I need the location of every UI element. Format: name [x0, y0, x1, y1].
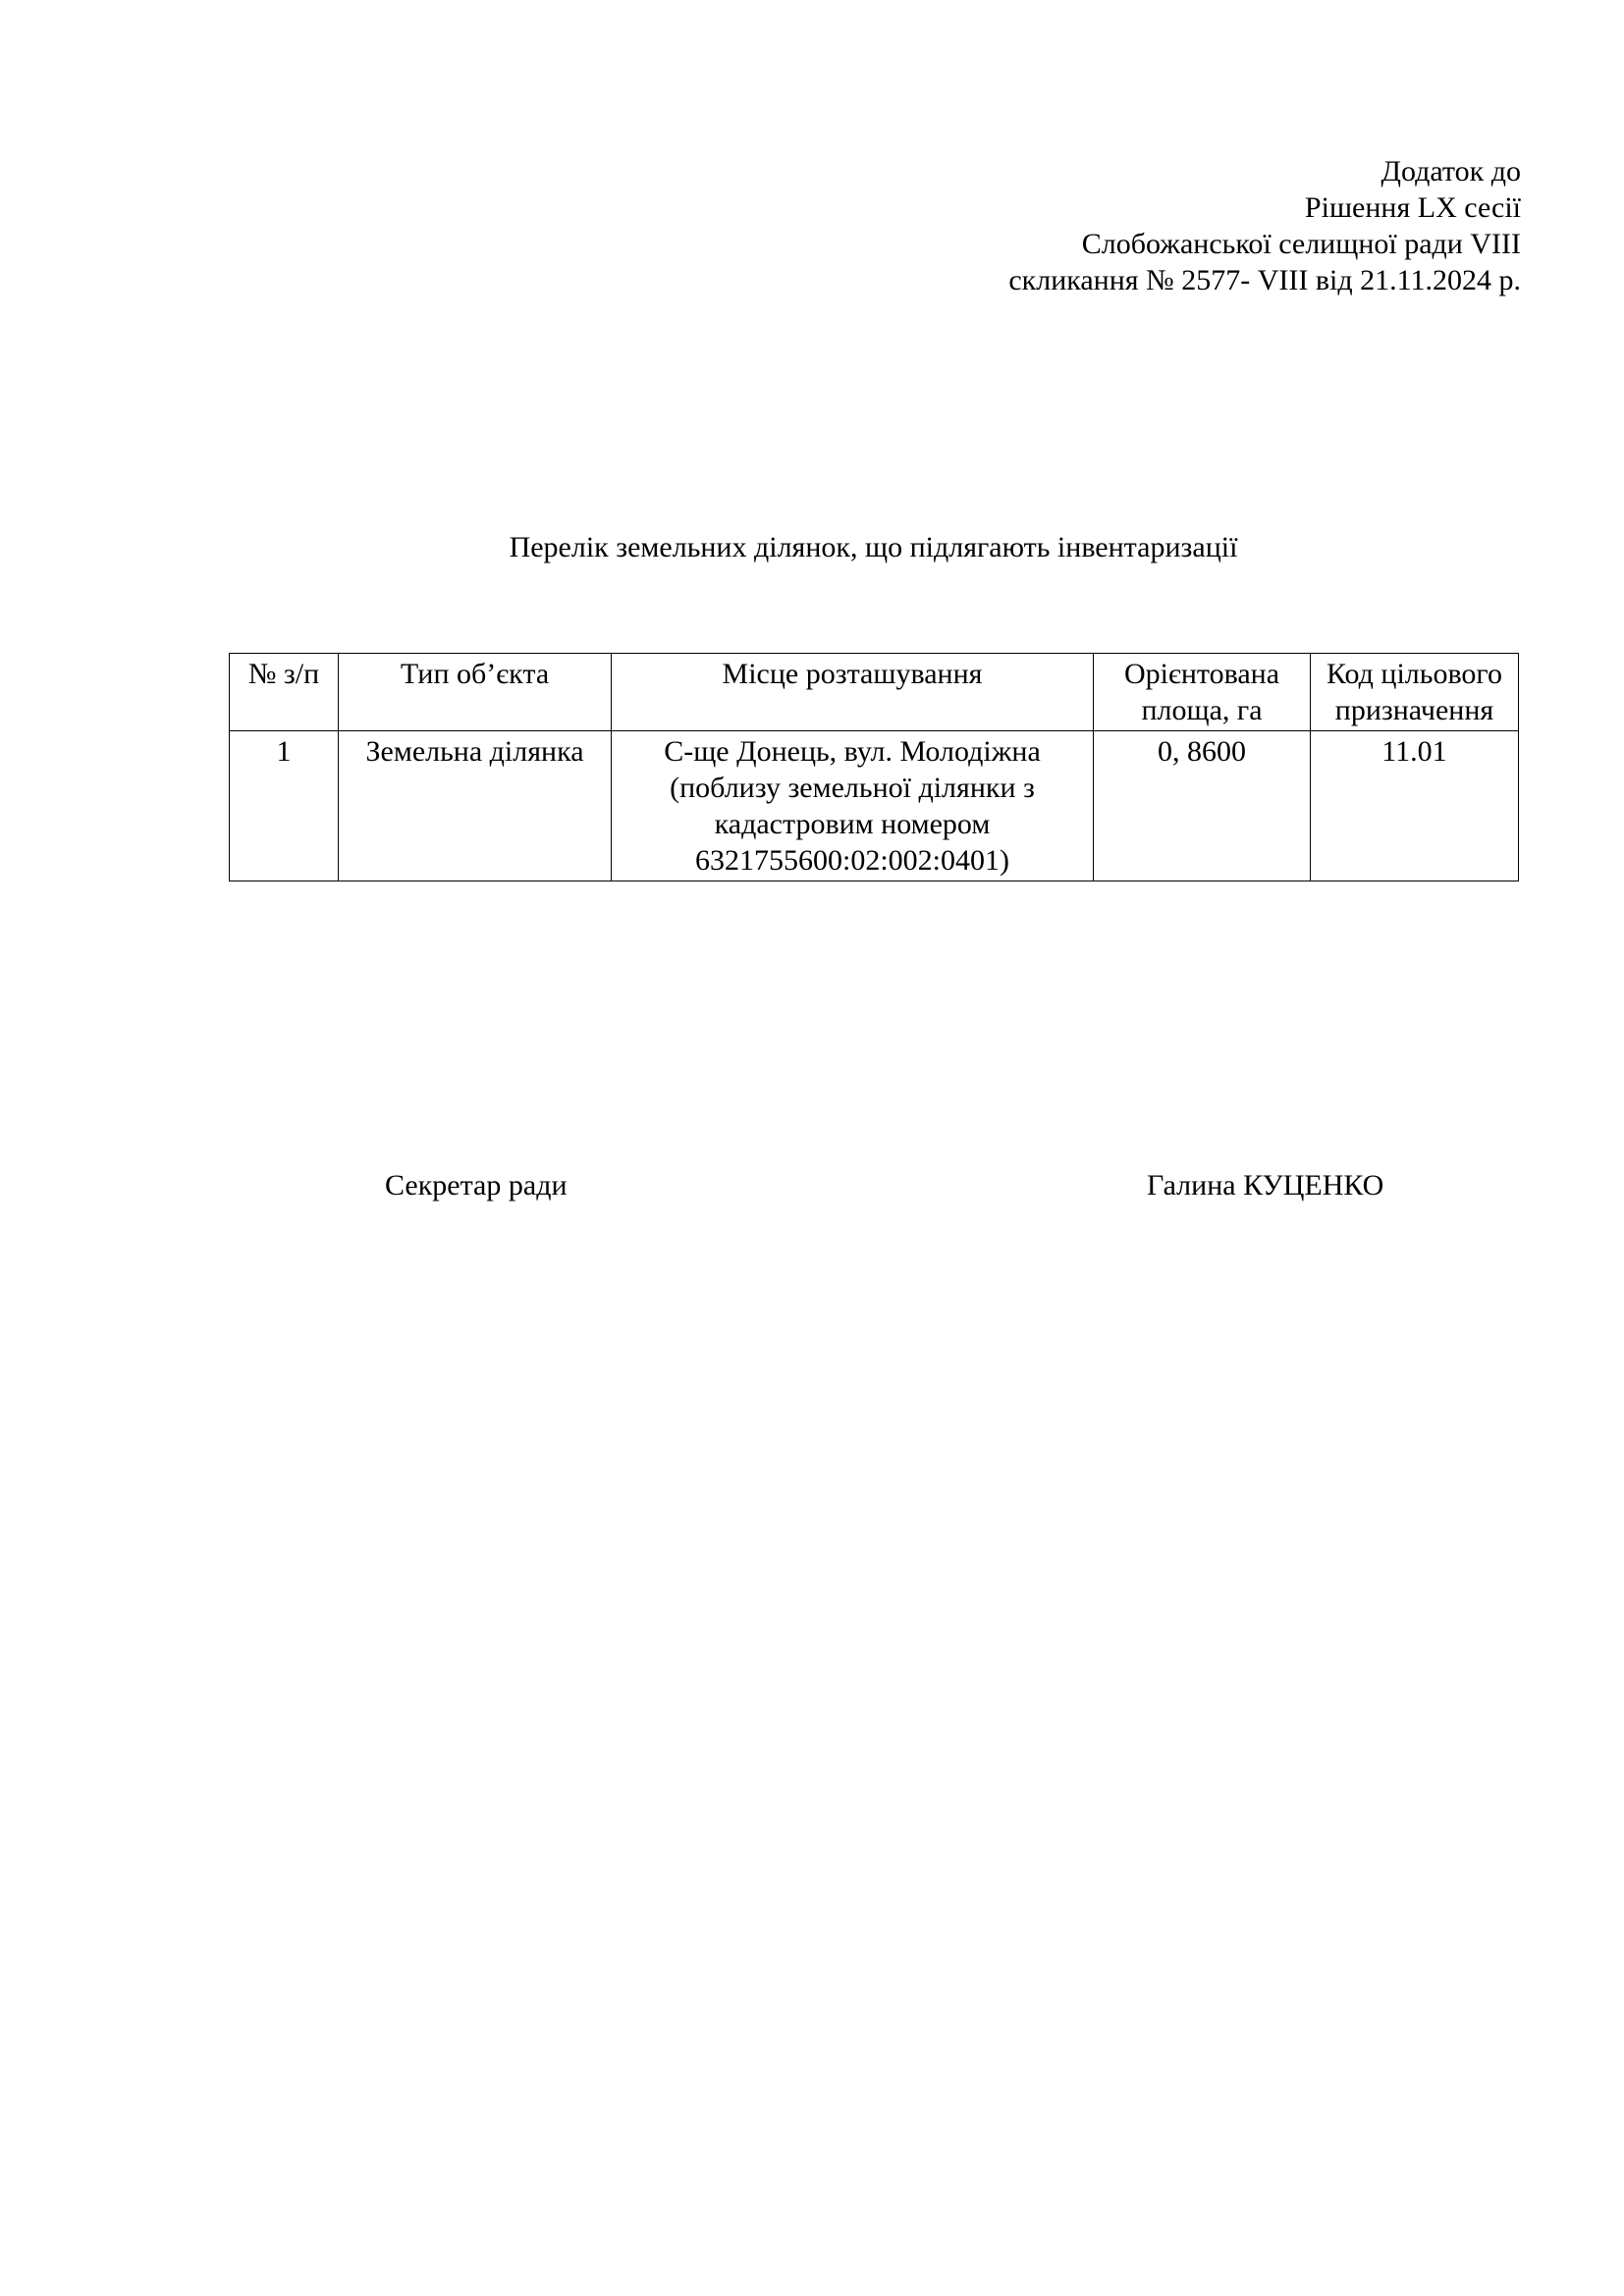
cell-number: 1: [230, 731, 339, 881]
appendix-line: Додаток до: [1380, 155, 1521, 187]
appendix-line: Слобожанської селищної ради VIII: [1081, 228, 1521, 260]
header-area: Орієнтована площа, га: [1094, 654, 1311, 731]
appendix-header: [1008, 153, 1521, 298]
table-header-row: [230, 654, 1519, 731]
header-purpose-code: Код цільового призначення: [1311, 654, 1519, 731]
header-number: № з/п: [230, 654, 339, 731]
table-row: [230, 731, 1519, 881]
land-plots-table: [229, 653, 1519, 881]
appendix-line: Рішення LX сесії: [1304, 191, 1521, 224]
cell-object-type: Земельна ділянка: [339, 731, 612, 881]
header-location: Місце розташування: [612, 654, 1094, 731]
signature-name: Галина КУЦЕНКО: [1147, 1169, 1384, 1201]
cell-purpose-code: 11.01: [1311, 731, 1519, 881]
header-object-type: Тип об’єкта: [339, 654, 612, 731]
cell-area: 0, 8600: [1094, 731, 1311, 881]
document-title: Перелік земельних ділянок, що підлягають інвентаризації: [509, 531, 1238, 563]
signature-role: Секретар ради: [385, 1169, 568, 1201]
appendix-line: скликання № 2577- VIII від 21.11.2024 р.: [1008, 264, 1521, 296]
cell-location: С-ще Донець, вул. Молодіжна (поблизу земельної ділянки з кадастровим номером 6321755600:02:002:0401): [612, 731, 1094, 881]
